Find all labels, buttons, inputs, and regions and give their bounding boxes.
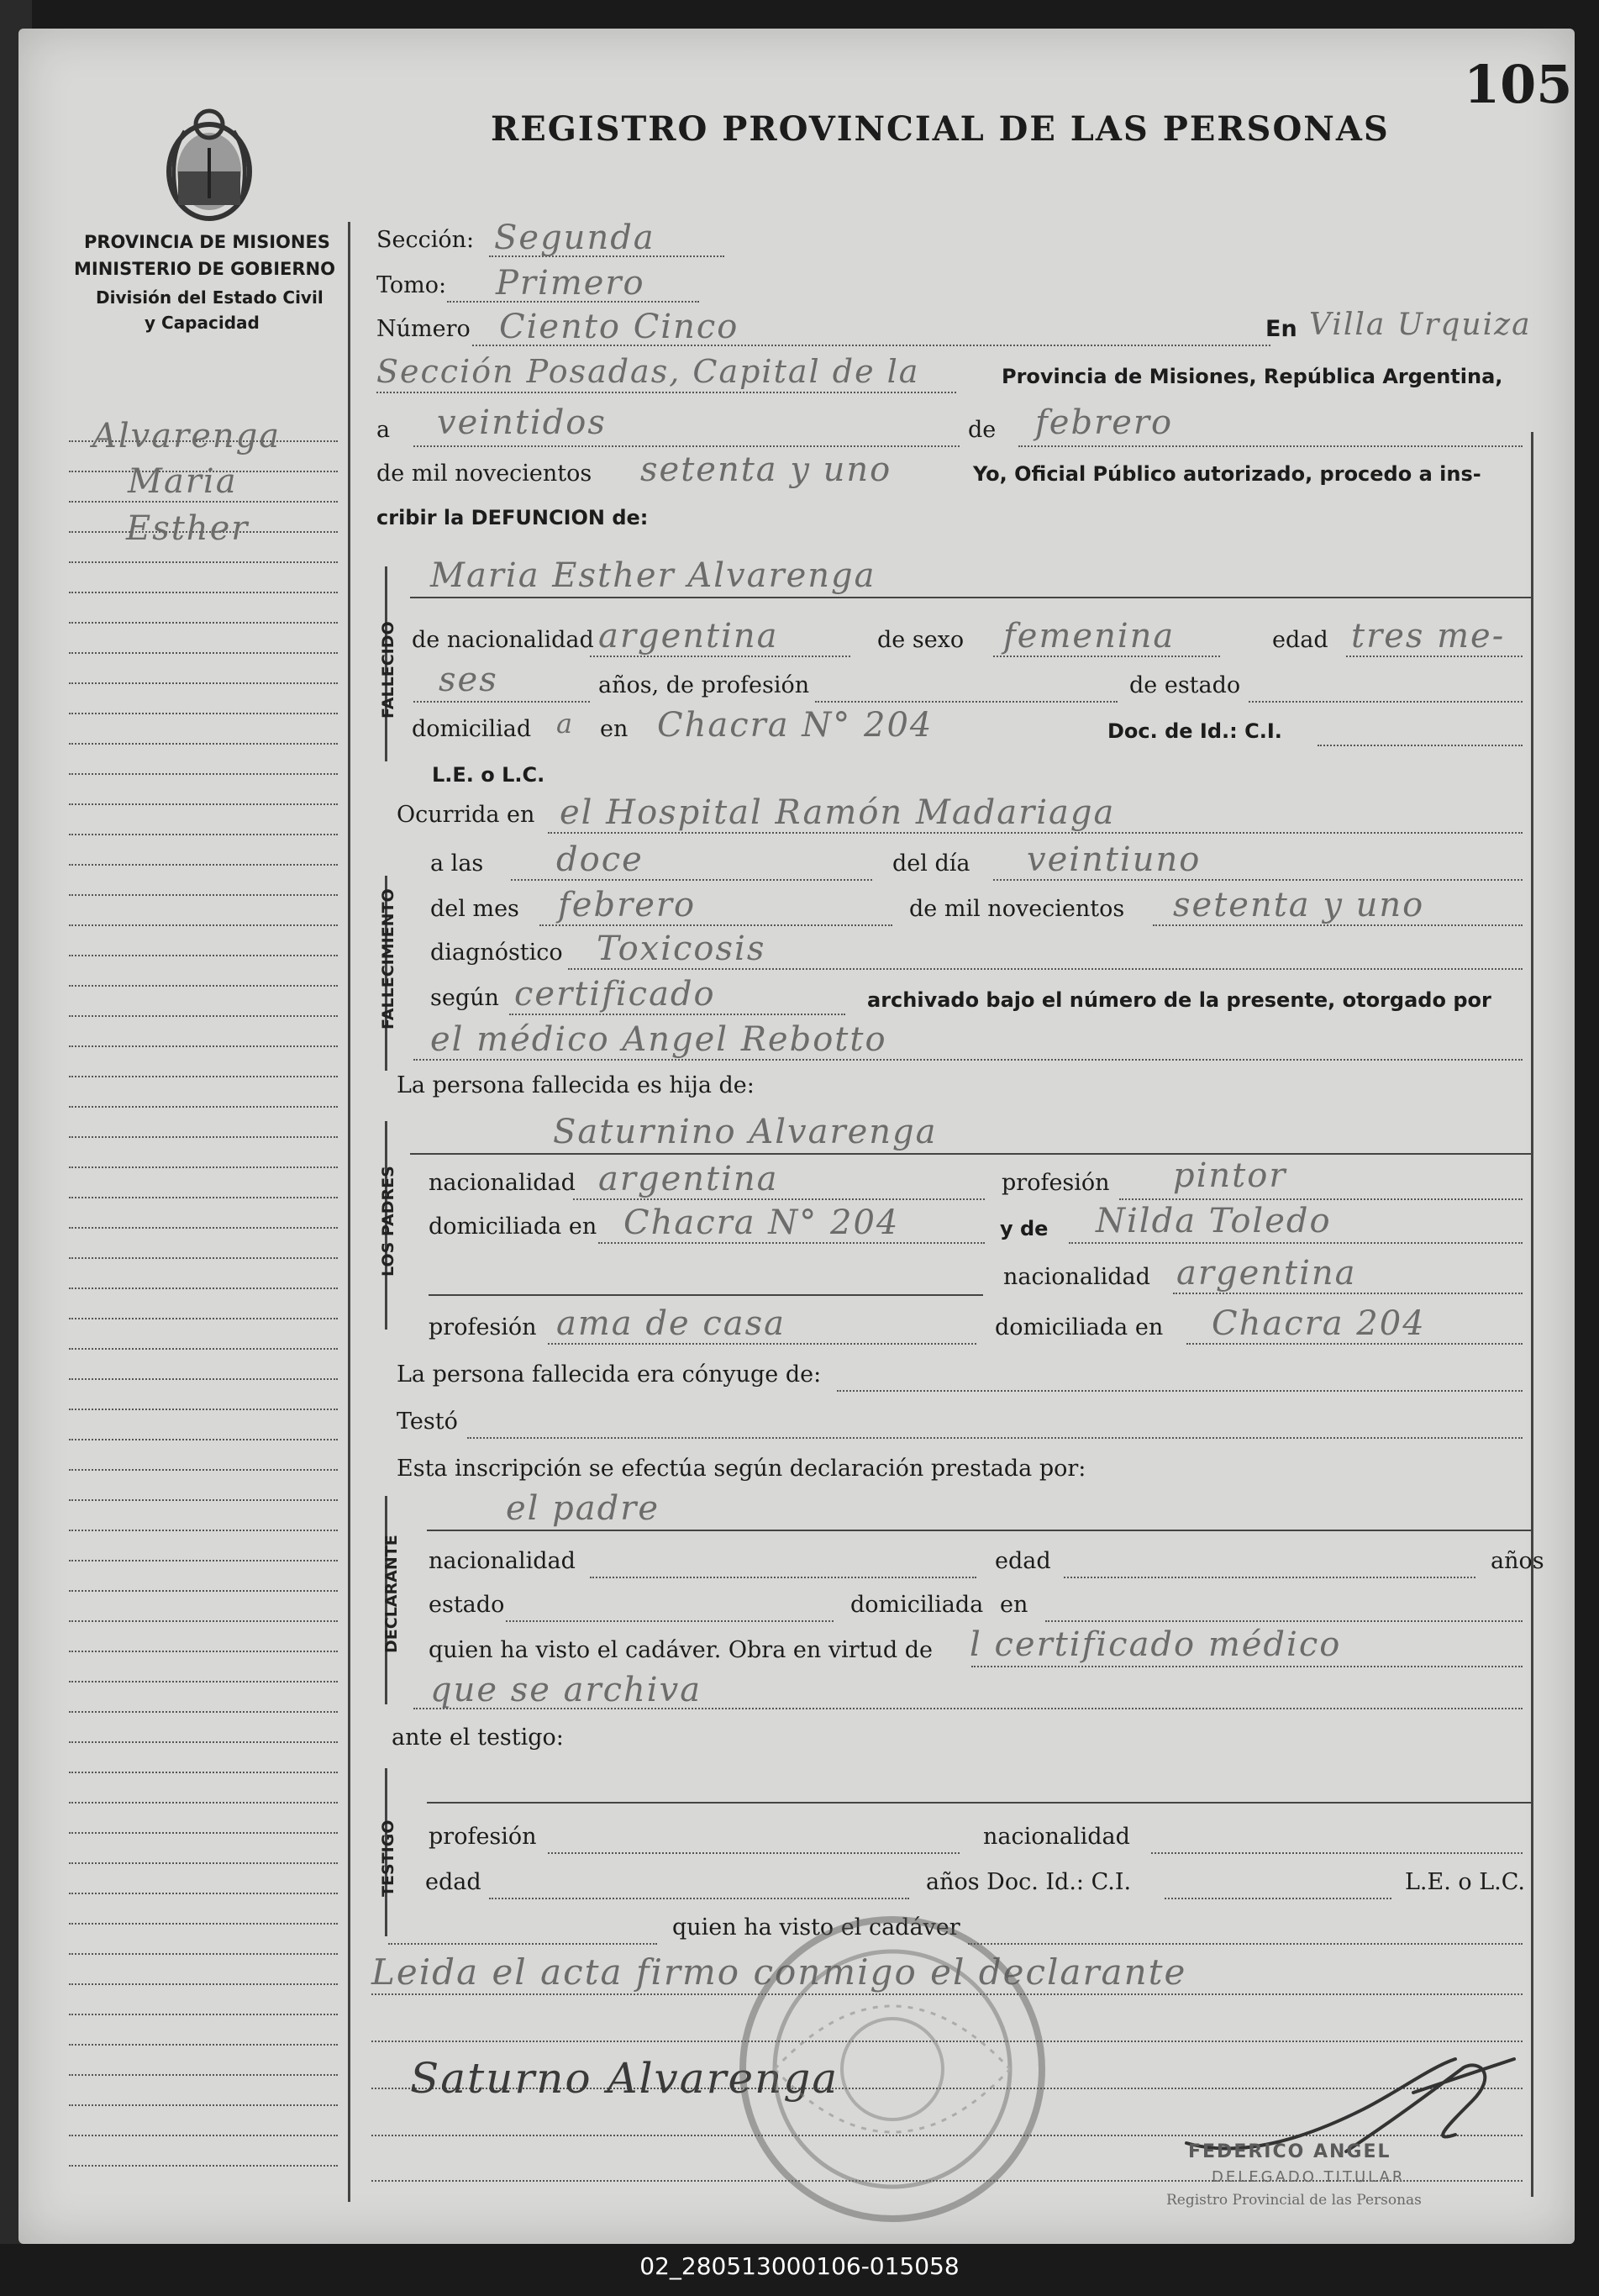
madre-profesion-value: ama de casa	[556, 1304, 786, 1343]
mil2-value: setenta y uno	[1173, 886, 1425, 924]
margin-ruled-line	[69, 1469, 338, 1471]
declarante-visto-line-2	[413, 1708, 1523, 1709]
madre-name-value: Nilda Toledo	[1096, 1202, 1332, 1240]
segun-line	[509, 1014, 845, 1015]
domicilio-value: Chacra N° 204	[657, 706, 934, 745]
de-label: de	[968, 417, 997, 443]
nacionalidad-line	[590, 656, 850, 657]
margin-ruled-line	[69, 2104, 338, 2106]
mil2-label: de mil novecientos	[909, 896, 1125, 922]
de-line	[1018, 445, 1523, 447]
declarante-nacionalidad-label: nacionalidad	[429, 1548, 576, 1574]
org-line-2: MINISTERIO DE GOBIERNO	[74, 259, 335, 279]
declarante-nacionalidad-line	[590, 1577, 976, 1578]
padres-intro: La persona fallecida es hija de:	[397, 1072, 755, 1098]
margin-ruled-line	[69, 2165, 338, 2167]
conyuge-label: La persona fallecida era cónyuge de:	[397, 1361, 822, 1388]
padre-profesion-label: profesión	[1002, 1170, 1110, 1196]
edad-label: edad	[1272, 627, 1328, 653]
testigo-edad-label: edad	[425, 1869, 481, 1895]
margin-ruled-line	[69, 1832, 338, 1834]
declarante-edad-line	[1064, 1577, 1475, 1578]
margin-ruled-line	[69, 561, 338, 563]
margin-name-line-3: Esther	[126, 509, 250, 548]
testigo-profesion-line	[548, 1852, 960, 1854]
testigo-nacionalidad-label: nacionalidad	[983, 1824, 1130, 1850]
seccion-value: Segunda	[494, 219, 655, 257]
mil2-line	[1153, 924, 1523, 926]
madre-nacionalidad-line	[1173, 1293, 1523, 1294]
sexo-label: de sexo	[877, 627, 965, 653]
a-value: veintidos	[437, 403, 607, 442]
margin-ruled-line	[69, 955, 338, 956]
testigo-visto-line	[388, 1943, 657, 1945]
profesion-line	[815, 701, 1118, 703]
declarante-anos-label: años	[1491, 1548, 1544, 1574]
testo-label: Testó	[397, 1409, 458, 1435]
margin-ruled-line	[69, 1560, 338, 1561]
y-de-label: y de	[1000, 1217, 1049, 1240]
madre-profesion-line	[548, 1343, 976, 1345]
leida-value: Leida el acta firmo conmigo el declarante	[371, 1951, 1187, 1993]
numero-label: Número	[376, 316, 471, 342]
margin-ruled-line	[69, 1651, 338, 1652]
margin-ruled-line	[69, 1620, 338, 1622]
margin-ruled-line	[69, 1409, 338, 1410]
declarante-estado-label: estado	[429, 1592, 505, 1618]
margin-ruled-line	[69, 864, 338, 866]
medico-line	[413, 1059, 1523, 1061]
margin-ruled-line	[69, 592, 338, 593]
testigo-doc-label: años Doc. Id.: C.I.	[926, 1869, 1132, 1895]
ocurrida-line	[548, 832, 1523, 834]
padre-domiciliada-line	[598, 1242, 985, 1244]
mes-value: febrero	[558, 886, 697, 924]
page-title: REGISTRO PROVINCIAL DE LAS PERSONAS	[491, 109, 1390, 149]
margin-ruled-line	[69, 803, 338, 805]
las-line	[511, 879, 872, 881]
margin-ruled-line	[69, 924, 338, 926]
en-label: En	[1265, 316, 1297, 342]
madre-profesion-label: profesión	[429, 1314, 537, 1340]
padres-blank-line	[429, 1294, 983, 1296]
testigo-edad-line	[489, 1898, 909, 1899]
sexo-line	[993, 656, 1220, 657]
a-line	[413, 445, 960, 447]
nacionalidad-label: de nacionalidad	[412, 627, 594, 653]
estado-label: de estado	[1129, 672, 1241, 698]
dia-label: del día	[892, 850, 970, 877]
edad-value-cont: ses	[439, 661, 498, 699]
margin-ruled-line	[69, 1015, 338, 1017]
margin-ruled-line	[69, 2014, 338, 2015]
margin-ruled-line	[69, 743, 338, 745]
las-value: doce	[556, 840, 644, 879]
margin-ruled-line	[69, 682, 338, 684]
declarante-en-line	[1045, 1620, 1523, 1622]
margin-ruled-line	[69, 1741, 338, 1743]
margin-ruled-line	[69, 1802, 338, 1804]
padre-profesion-line	[1119, 1198, 1523, 1200]
margin-name-line-1: Alvarenga	[92, 417, 281, 456]
doc-id-label: Doc. de Id.: C.I.	[1107, 719, 1282, 743]
margin-ruled-line	[69, 773, 338, 775]
margin-ruled-line	[69, 1983, 338, 1985]
declarante-edad-label: edad	[995, 1548, 1051, 1574]
padre-name-line	[410, 1153, 1531, 1155]
padres-section-label: LOS PADRES	[379, 1166, 397, 1277]
nacionalidad-value: argentina	[598, 617, 779, 656]
madre-nacionalidad-label: nacionalidad	[1003, 1264, 1150, 1290]
declarante-domiciliada-label: domiciliada	[850, 1592, 984, 1618]
edad-value: tres me-	[1351, 617, 1506, 656]
declarante-value: el padre	[506, 1489, 660, 1528]
declarante-visto-line	[971, 1666, 1523, 1667]
margin-name-line-2: Maria	[128, 462, 238, 501]
segun-value: certificado	[514, 975, 716, 1014]
tomo-value: Primero	[496, 264, 645, 303]
diagnostico-label: diagnóstico	[430, 940, 563, 966]
testo-line	[467, 1437, 1523, 1439]
seccion-label: Sección:	[376, 227, 475, 253]
madre-domiciliada-value: Chacra 204	[1212, 1304, 1426, 1343]
madre-domiciliada-line	[1186, 1343, 1523, 1345]
padre-name-value: Saturnino Alvarenga	[553, 1113, 938, 1151]
margin-ruled-line	[69, 1378, 338, 1380]
margin-ruled-line	[69, 1288, 338, 1289]
margin-ruled-line	[69, 1227, 338, 1229]
official-title: DELEGADO TITULAR	[1212, 2168, 1406, 2186]
margin-ruled-line	[69, 2044, 338, 2046]
las-label: a las	[430, 850, 484, 877]
margin-ruled-line	[69, 2074, 338, 2076]
padre-domiciliada-label: domiciliada en	[429, 1214, 597, 1240]
org-line-3: División del Estado Civil	[96, 287, 323, 308]
official-stamp-icon	[724, 1901, 1060, 2237]
mil-label: de mil novecientos	[376, 461, 592, 487]
official-registry: Registro Provincial de las Personas	[1166, 2192, 1422, 2209]
org-line-4: y Capacidad	[145, 313, 260, 333]
padre-nacionalidad-value: argentina	[598, 1160, 779, 1198]
right-border	[1531, 432, 1533, 2197]
margin-ruled-line	[69, 1772, 338, 1773]
seccion-place-value: Sección Posadas, Capital de la	[376, 353, 920, 390]
sexo-value: femenina	[1003, 617, 1176, 656]
dia-line	[993, 879, 1523, 881]
testigo-ante-label: ante el testigo:	[392, 1725, 564, 1751]
madre-line	[1069, 1242, 1523, 1244]
diagnostico-value: Toxicosis	[597, 929, 766, 968]
margin-ruled-line	[69, 1106, 338, 1108]
margin-ruled-line	[69, 1439, 338, 1440]
dia-value: veintiuno	[1027, 840, 1202, 879]
margin-ruled-line	[69, 894, 338, 896]
page-number: 105	[1464, 54, 1573, 115]
padre-nacionalidad-label: nacionalidad	[429, 1170, 576, 1196]
official-name: FEDERICO ANGEL	[1188, 2141, 1391, 2162]
margin-ruled-line	[69, 622, 338, 624]
numero-value: Ciento Cinco	[499, 308, 739, 346]
oficial-text: Yo, Oficial Público autorizado, procedo a ins-	[973, 462, 1481, 486]
margin-ruled-line	[69, 985, 338, 987]
archivado-text: archivado bajo el número de la presente, otorgado por	[867, 988, 1491, 1012]
margin-ruled-line	[69, 2135, 338, 2136]
padre-domiciliada-value: Chacra N° 204	[623, 1203, 900, 1242]
padre-profesion-value: pintor	[1173, 1156, 1287, 1195]
mes-label: del mes	[430, 896, 519, 922]
declarante-en-label: en	[1000, 1592, 1028, 1618]
margin-ruled-line	[69, 1318, 338, 1319]
testigo-doc-line	[1165, 1898, 1391, 1899]
madre-nacionalidad-value: argentina	[1176, 1254, 1357, 1293]
mil-value: setenta y uno	[640, 450, 892, 489]
conyuge-line	[837, 1390, 1523, 1392]
margin-ruled-line	[69, 1681, 338, 1683]
inscribir-text: cribir la DEFUNCION de:	[376, 506, 649, 529]
estado-line	[1249, 701, 1523, 703]
seccion-place-line	[376, 392, 956, 393]
margin-ruled-line	[69, 1045, 338, 1047]
margin-ruled-line	[69, 1076, 338, 1077]
madre-domiciliada-label: domiciliada en	[995, 1314, 1164, 1340]
margin-ruled-line	[69, 1348, 338, 1350]
margin-ruled-line	[69, 834, 338, 835]
register-page	[18, 29, 1575, 2244]
fallecido-name-value: Maria Esther Alvarenga	[430, 556, 876, 595]
edad-line	[1346, 656, 1523, 657]
anos-profesion-label: años, de profesión	[598, 672, 810, 698]
declarante-line	[427, 1530, 1531, 1531]
testigo-section-label: TESTIGO	[379, 1819, 397, 1897]
diagnostico-line	[568, 968, 1523, 970]
declaracion-label: Esta inscripción se efectúa según declaración prestada por:	[397, 1456, 1086, 1482]
domiciliado-suffix: a	[556, 708, 575, 740]
margin-ruled-line	[69, 1136, 338, 1138]
le-lc-label: L.E. o L.C.	[432, 763, 545, 787]
ocurrida-label: Ocurrida en	[397, 802, 535, 828]
margin-ruled-line	[69, 713, 338, 714]
de-value: febrero	[1035, 403, 1174, 442]
org-line-1: PROVINCIA DE MISIONES	[84, 232, 330, 252]
margin-ruled-line	[69, 1166, 338, 1168]
margin-ruled-line	[69, 1893, 338, 1894]
testigo-name-line	[427, 1802, 1531, 1804]
domicilio-en-label: en	[600, 716, 629, 742]
image-caption: 02_280513000106-015058	[639, 2252, 960, 2280]
coat-of-arms-icon	[160, 97, 259, 224]
doc-id-line	[1318, 745, 1523, 746]
margin-ruled-line	[69, 652, 338, 654]
margin-ruled-line	[69, 1590, 338, 1592]
a-label: a	[376, 417, 391, 443]
testigo-le-label: L.E. o L.C.	[1405, 1869, 1526, 1895]
margin-ruled-line	[69, 1862, 338, 1864]
margin-ruled-line	[69, 1499, 338, 1501]
padre-nacionalidad-line	[573, 1198, 985, 1200]
edad-cont-line	[413, 701, 590, 703]
declarante-estado-line	[506, 1620, 834, 1622]
margin-divider	[348, 222, 350, 2202]
declarante-visto-value-cont: que se archiva	[430, 1671, 702, 1709]
declarante-visto-label: quien ha visto el cadáver. Obra en virtud de	[429, 1637, 934, 1663]
testigo-nacionalidad-line	[1151, 1852, 1523, 1854]
provincia-text: Provincia de Misiones, República Argentina,	[1002, 365, 1503, 388]
margin-ruled-line	[69, 1197, 338, 1198]
testigo-visto-label: quien ha visto el cadáver	[672, 1914, 960, 1941]
fallecido-name-line	[410, 597, 1531, 598]
margin-ruled-line	[69, 1257, 338, 1259]
mes-line	[539, 924, 892, 926]
medico-value: el médico Angel Rebotto	[430, 1020, 887, 1059]
firma-value: Saturno Alvarenga	[410, 2054, 839, 2103]
segun-label: según	[430, 985, 499, 1011]
margin-ruled-line	[69, 1953, 338, 1955]
ocurrida-value: el Hospital Ramón Madariaga	[560, 793, 1116, 832]
tomo-label: Tomo:	[376, 272, 447, 298]
margin-ruled-line	[69, 1711, 338, 1713]
fallecimiento-section-label: FALLECIMIENTO	[379, 888, 397, 1030]
domiciliado-label: domiciliad	[412, 716, 532, 742]
en-value: Villa Urquiza	[1309, 308, 1532, 342]
margin-ruled-line	[69, 1923, 338, 1925]
margin-ruled-line	[69, 1530, 338, 1531]
margin-ruled-line	[69, 501, 338, 503]
declarante-visto-value: l certificado médico	[970, 1625, 1342, 1664]
fallecido-section-label: FALLECIDO	[379, 621, 397, 719]
testigo-profesion-label: profesión	[429, 1824, 537, 1850]
declarante-section-label: DECLARANTE	[382, 1535, 401, 1653]
